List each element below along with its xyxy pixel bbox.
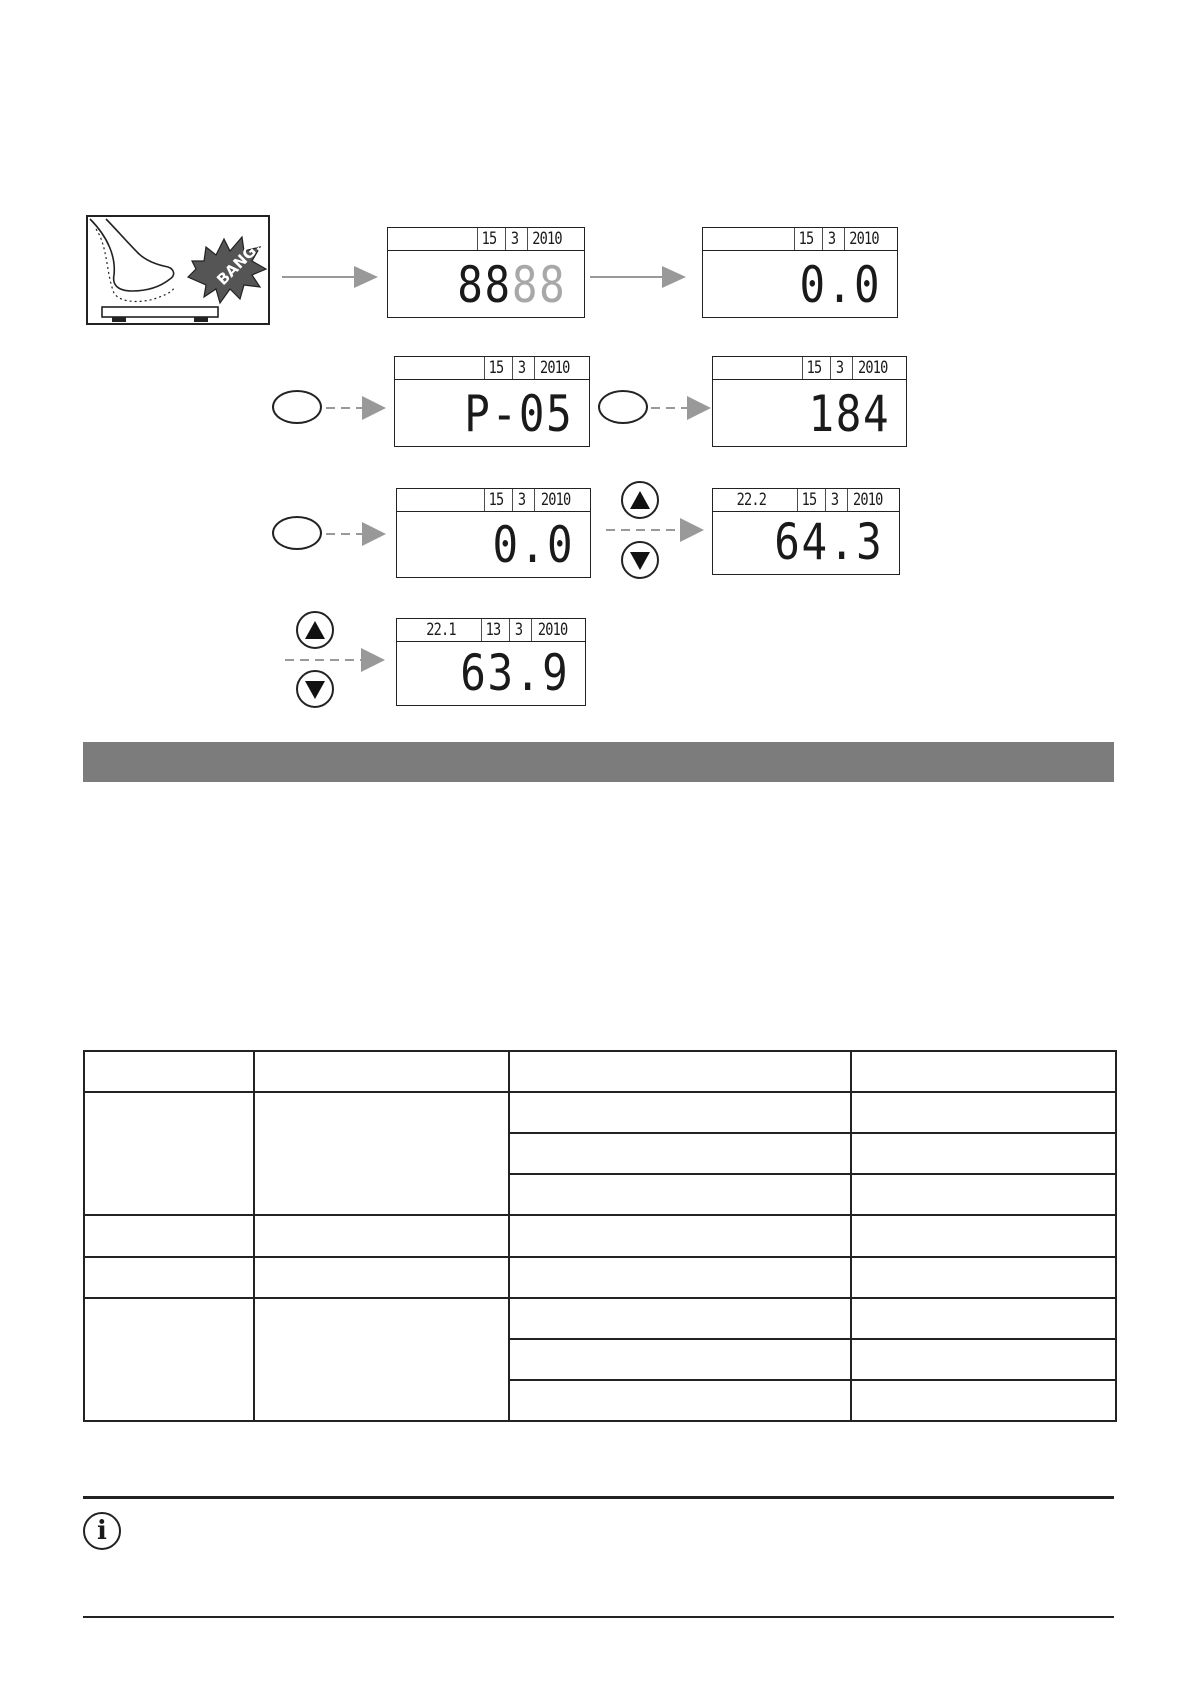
bang-text: BANG!	[213, 237, 265, 289]
lcd-day: 13	[481, 619, 504, 641]
lcd-year: 2010	[527, 228, 566, 250]
lcd-day: 15	[797, 489, 820, 511]
lcd-main-value: 63.9	[459, 644, 569, 702]
triangle-down-icon	[629, 549, 651, 571]
scale-impact-illustration	[86, 215, 270, 325]
lcd-day: 15	[794, 228, 817, 250]
table-row	[84, 1257, 1116, 1298]
lcd-day: 15	[802, 357, 825, 379]
lcd-main-solid: 88	[456, 256, 512, 314]
set-button[interactable]	[598, 390, 648, 424]
down-button[interactable]	[296, 670, 334, 708]
lcd-month: 3	[825, 489, 843, 511]
lcd-display-segment-test	[387, 227, 585, 318]
lcd-display-profile	[394, 356, 590, 447]
lcd-main-value: 184	[808, 385, 890, 443]
note-top-rule	[83, 1496, 1114, 1499]
lcd-weight-small: 22.2	[736, 490, 767, 510]
lcd-year: 2010	[534, 489, 576, 511]
lcd-display-weight	[396, 618, 586, 706]
lcd-main-value: 0.0	[492, 516, 574, 574]
table-row	[84, 1298, 1116, 1339]
down-button[interactable]	[621, 541, 659, 579]
triangle-up-icon	[304, 619, 326, 641]
lcd-weight-small: 22.1	[426, 620, 456, 640]
lcd-month: 3	[822, 228, 840, 250]
lcd-display-height	[712, 356, 907, 447]
lcd-day: 15	[477, 228, 500, 250]
lcd-main-value	[457, 257, 566, 313]
lcd-year: 2010	[847, 489, 888, 511]
lcd-main-ghost: 88	[511, 256, 566, 314]
lcd-month: 3	[830, 357, 848, 379]
lcd-main-value: 64.3	[773, 513, 883, 571]
lcd-main-value: P-05	[463, 385, 573, 443]
table-header-row	[84, 1051, 1116, 1092]
lcd-display-weight	[712, 488, 900, 575]
dashed-arrow-icon	[326, 519, 388, 549]
section-heading-bar	[83, 742, 1114, 782]
lcd-day: 15	[484, 357, 507, 379]
lcd-year: 2010	[531, 619, 573, 641]
dashed-arrow-icon	[285, 645, 387, 675]
arrow-icon	[590, 262, 688, 292]
lcd-year: 2010	[534, 357, 575, 379]
arrow-icon	[282, 262, 380, 292]
foot-tap-scale-icon	[88, 217, 268, 323]
lcd-display-zero	[702, 227, 898, 318]
info-icon: i	[83, 1512, 121, 1550]
triangle-up-icon	[629, 489, 651, 511]
triangle-down-icon	[304, 678, 326, 700]
set-button[interactable]	[272, 390, 322, 424]
dashed-arrow-icon	[326, 393, 388, 423]
lcd-year: 2010	[844, 228, 883, 250]
dashed-arrow-icon	[606, 515, 706, 545]
up-button[interactable]	[621, 481, 659, 519]
dashed-arrow-icon	[651, 393, 713, 423]
table-row	[84, 1092, 1116, 1133]
lcd-day: 15	[484, 489, 507, 511]
lcd-month: 3	[509, 619, 527, 641]
lcd-month: 3	[505, 228, 523, 250]
up-button[interactable]	[296, 611, 334, 649]
spec-table	[83, 1050, 1117, 1422]
note-bottom-rule	[83, 1616, 1114, 1618]
lcd-display-zero	[396, 488, 591, 578]
table-row	[84, 1215, 1116, 1256]
lcd-month: 3	[512, 489, 530, 511]
set-button[interactable]	[272, 516, 322, 550]
lcd-month: 3	[512, 357, 530, 379]
lcd-main-value: 0.0	[799, 256, 881, 314]
lcd-year: 2010	[852, 357, 893, 379]
